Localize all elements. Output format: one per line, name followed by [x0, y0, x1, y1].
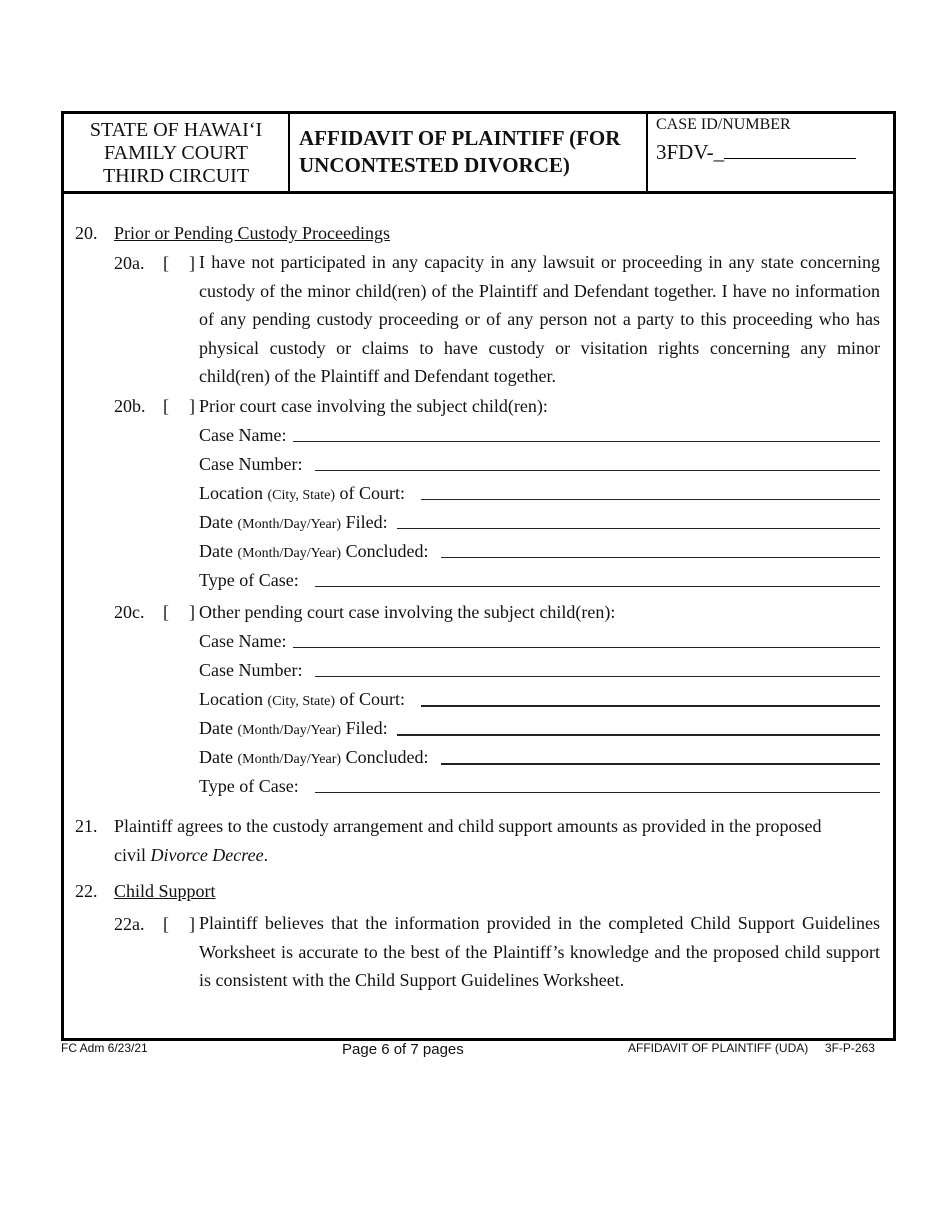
form-header: [64, 114, 893, 194]
pending-location-label-hint: (City, State): [267, 694, 336, 709]
item-22a-number: 22a.: [114, 914, 145, 934]
case-number-cell: [648, 114, 893, 191]
section-22-heading: Child Support: [114, 881, 216, 901]
item-22a-text: Plaintiff believes that the information provided in the completed Child Support Guidelines Worksheet is accurate to the best of the Plaintiff’s knowledge and the proposed child support is consistent with the Child Support Guidelines Worksheet.: [199, 913, 880, 990]
section-21-line-1: Plaintiff agrees to the custody arrangement and child support amounts as provided in the proposed: [114, 816, 822, 836]
prior-location-label-hint: (City, State): [267, 488, 336, 503]
prior-case-name-field[interactable]: [293, 441, 880, 442]
pending-case-number-label: Case Number:: [199, 660, 303, 680]
pending-location-label: [199, 689, 405, 712]
pending-case-number-field[interactable]: [315, 676, 880, 677]
item-20c-checkbox-open[interactable]: [: [163, 602, 169, 622]
section-21-line-2: [114, 845, 268, 865]
item-20a-number: 20a.: [114, 253, 145, 273]
prior-date-filed-label: [199, 512, 388, 535]
section-22-number: 22.: [75, 881, 98, 901]
court-name-cell: [64, 114, 290, 191]
prior-type-of-case-field[interactable]: [315, 586, 880, 587]
court-circuit: THIRD CIRCUIT: [102, 165, 250, 187]
prior-date-filed-field[interactable]: [397, 528, 880, 529]
item-20a-checkbox-close[interactable]: ]: [189, 253, 195, 273]
case-number-blank[interactable]: [724, 144, 856, 159]
pending-location-label-pre: Location: [199, 689, 268, 709]
item-20b-number: 20b.: [114, 396, 146, 416]
prior-location-label-pre: Location: [199, 483, 268, 503]
prior-case-number-field[interactable]: [315, 470, 880, 471]
item-20b-text: Prior court case involving the subject child(ren):: [199, 396, 548, 416]
prior-location-label-post: of Court:: [335, 483, 406, 503]
section-20-number: 20.: [75, 223, 98, 243]
pending-date-concluded-label-post: Concluded:: [341, 747, 429, 767]
prior-date-filed-label-post: Filed:: [341, 512, 388, 532]
pending-date-filed-field[interactable]: [397, 734, 880, 736]
item-22a-checkbox-open[interactable]: [: [163, 914, 169, 934]
footer-page-number: Page 6 of 7 pages: [342, 1041, 464, 1058]
pending-date-concluded-label: [199, 747, 429, 770]
prior-case-number-label: Case Number:: [199, 454, 303, 474]
pending-case-name-field[interactable]: [293, 647, 880, 648]
section-21-line-2-pre: civil: [114, 845, 151, 865]
section-21-number: 21.: [75, 816, 98, 836]
prior-date-filed-label-hint: (Month/Day/Year): [237, 517, 342, 532]
form-title-line-1: AFFIDAVIT OF PLAINTIFF (FOR: [299, 126, 621, 150]
court-state: STATE OF HAWAI‘I: [89, 119, 263, 141]
pending-type-of-case-field[interactable]: [315, 792, 880, 793]
form-title-line-2: UNCONTESTED DIVORCE): [299, 153, 570, 177]
pending-location-label-post: of Court:: [335, 689, 406, 709]
pending-date-concluded-label-hint: (Month/Day/Year): [237, 752, 342, 767]
item-22a-checkbox-close[interactable]: ]: [189, 914, 195, 934]
pending-date-filed-label-pre: Date: [199, 718, 238, 738]
prior-date-concluded-label-post: Concluded:: [341, 541, 429, 561]
prior-type-of-case-label: Type of Case:: [199, 570, 299, 590]
item-20b-checkbox-open[interactable]: [: [163, 396, 169, 416]
pending-date-filed-label-post: Filed:: [341, 718, 388, 738]
pending-date-concluded-field[interactable]: [441, 763, 880, 765]
pending-date-filed-label: [199, 718, 388, 741]
divorce-decree-title: Divorce Decree: [150, 845, 264, 865]
pending-case-name-label: Case Name:: [199, 631, 287, 651]
section-21-line-2-post: .: [263, 845, 269, 865]
item-20a-text: I have not participated in any capacity in any lawsuit or proceeding in any state concerning custody of the minor child(ren) of the Plaintiff and Defendant together. I have no information of any pending custody proceeding or of any person not a party to this proceeding who has physical custody or claims to have custody or visitation rights concerning any minor child(ren) of the Plaintiff and Defendant together.: [199, 252, 880, 386]
item-20c-number: 20c.: [114, 602, 145, 622]
item-20a-checkbox-open[interactable]: [: [163, 253, 169, 273]
item-20c-checkbox-close[interactable]: ]: [189, 602, 195, 622]
pending-location-field[interactable]: [421, 705, 880, 707]
prior-date-concluded-label-pre: Date: [199, 541, 238, 561]
prior-date-filed-label-pre: Date: [199, 512, 238, 532]
pending-type-of-case-label: Type of Case:: [199, 776, 299, 796]
court-type: FAMILY COURT: [103, 142, 249, 164]
prior-case-name-label: Case Name:: [199, 425, 287, 445]
case-number-prefix: 3FDV-_: [656, 140, 725, 164]
prior-location-label: [199, 483, 405, 506]
item-20b-checkbox-close[interactable]: ]: [189, 396, 195, 416]
case-number-field[interactable]: [656, 140, 893, 165]
prior-date-concluded-field[interactable]: [441, 557, 880, 558]
pending-date-concluded-label-pre: Date: [199, 747, 238, 767]
form-title-cell: [290, 114, 648, 191]
section-20-heading: Prior or Pending Custody Proceedings: [114, 223, 390, 243]
pending-date-filed-label-hint: (Month/Day/Year): [237, 723, 342, 738]
prior-location-field[interactable]: [421, 499, 880, 500]
footer-form-date: FC Adm 6/23/21: [61, 1041, 148, 1055]
case-number-label: CASE ID/NUMBER: [656, 116, 791, 133]
footer-form-id: AFFIDAVIT OF PLAINTIFF (UDA) 3F-P-263: [628, 1041, 875, 1055]
prior-date-concluded-label: [199, 541, 429, 564]
item-20c-text: Other pending court case involving the subject child(ren):: [199, 602, 616, 622]
prior-date-concluded-label-hint: (Month/Day/Year): [237, 546, 342, 561]
